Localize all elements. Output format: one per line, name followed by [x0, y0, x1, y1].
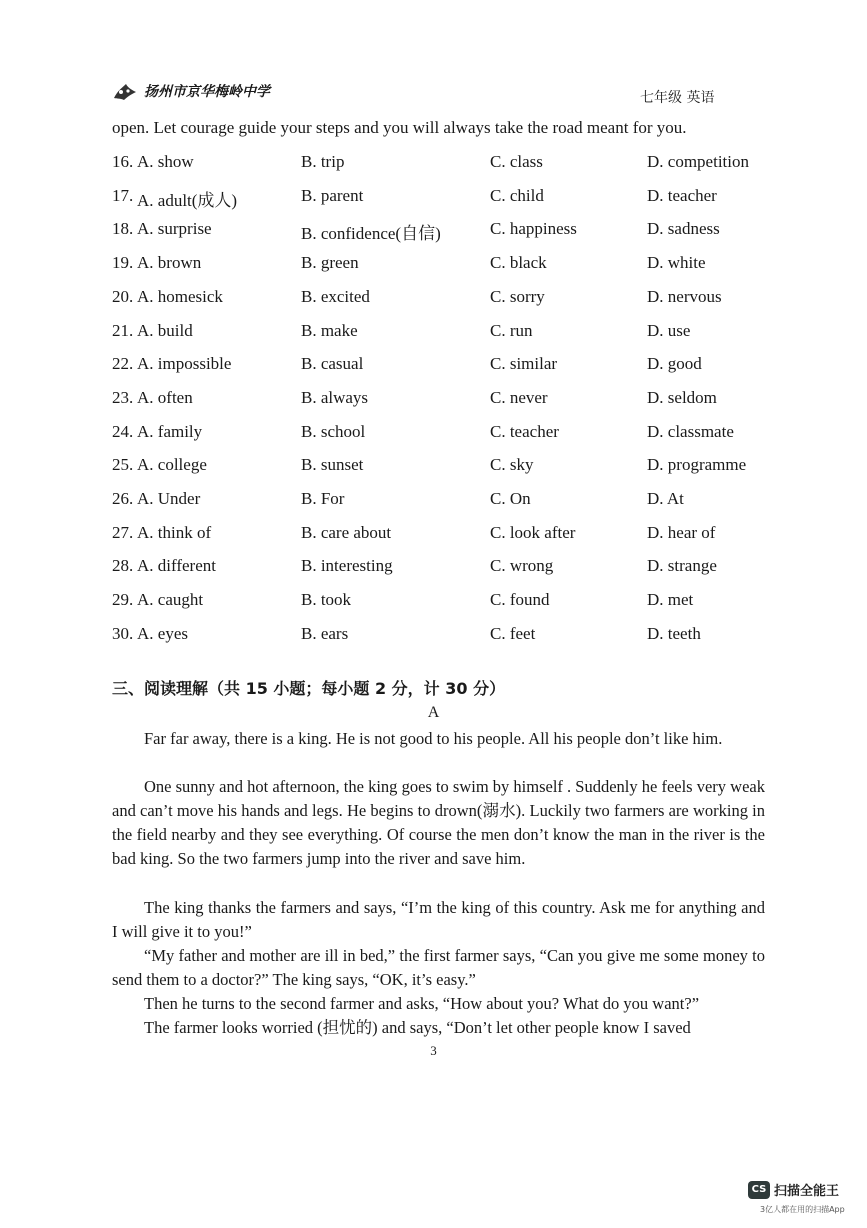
- option-b: B. confidence(自信): [301, 224, 441, 244]
- option-d: D. teeth: [647, 623, 701, 643]
- option-b: B. took: [301, 590, 352, 610]
- option-b: B. interesting: [301, 556, 393, 576]
- question-number: 24.: [112, 421, 134, 441]
- option-d: D. teacher: [647, 185, 717, 205]
- option-c: C. teacher: [490, 421, 559, 441]
- option-d: D. use: [647, 320, 691, 340]
- option-a: A. adult(成人): [137, 190, 238, 210]
- option-a: A. caught: [137, 590, 204, 610]
- option-a: A. often: [137, 387, 193, 407]
- option-a: A. surprise: [137, 219, 212, 239]
- option-c: C. happiness: [490, 219, 577, 239]
- option-a: A. build: [137, 320, 193, 340]
- option-c: C. run: [490, 320, 533, 340]
- option-a: A. different: [137, 556, 216, 576]
- option-a: A. eyes: [137, 623, 188, 643]
- passage-paragraph: The farmer looks worried (担忧的) and says, “Don’t let other people know I saved: [144, 1018, 691, 1037]
- option-a: A. show: [137, 152, 194, 171]
- option-c: C. sorry: [490, 286, 545, 306]
- option-d: D. met: [647, 590, 694, 610]
- option-b: B. school: [301, 421, 366, 441]
- option-b: B. parent: [301, 185, 364, 205]
- continued-passage-text: open. Let courage guide your steps and you will always take the road meant for you.: [112, 118, 687, 137]
- option-d: D. good: [647, 354, 702, 374]
- option-d: D. programme: [647, 455, 747, 475]
- question-number: 22.: [112, 354, 134, 374]
- question-number: 25.: [112, 455, 134, 475]
- option-d: D. seldom: [647, 387, 717, 407]
- option-a: A. family: [137, 421, 203, 441]
- option-b: B. trip: [301, 152, 345, 171]
- option-d: D. classmate: [647, 421, 734, 441]
- option-d: D. nervous: [647, 286, 722, 306]
- school-name: 扬州市京华梅岭中学: [144, 84, 270, 100]
- question-number: 29.: [112, 590, 134, 610]
- grade-subject: 七年级 英语: [640, 90, 715, 106]
- option-c: C. wrong: [490, 556, 554, 576]
- option-d: D. strange: [647, 556, 717, 576]
- passage-paragraph: Far far away, there is a king. He is not good to his people. All his people don’t like him.: [144, 729, 723, 748]
- option-d: D. sadness: [647, 219, 720, 239]
- option-d: D. white: [647, 253, 706, 273]
- option-b: B. ears: [301, 623, 349, 643]
- option-c: C. found: [490, 590, 550, 610]
- option-b: B. sunset: [301, 455, 364, 475]
- question-number: 30.: [112, 623, 134, 643]
- option-a: A. homesick: [137, 286, 223, 306]
- option-b: B. excited: [301, 286, 370, 306]
- passage-paragraph: Then he turns to the second farmer and asks, “How about you? What do you want?”: [144, 994, 700, 1013]
- option-b: B. For: [301, 489, 345, 508]
- option-a: A. think of: [137, 522, 212, 542]
- option-b: B. make: [301, 320, 358, 340]
- question-number: 17.: [112, 185, 134, 205]
- option-a: A. college: [137, 455, 207, 475]
- option-b: B. always: [301, 387, 369, 407]
- option-c: C. On: [490, 489, 531, 508]
- passage-paragraph: One sunny and hot afternoon, the king goes to swim by himself . Suddenly he feels very weak and can’t move his hands and legs. He begins to drown(溺水). Luckily two farmers are working in the field nearby and they see everything. Of course the men don’t know the man in the river is the bad king. So the two farmers jump into the river and save him.: [112, 777, 765, 868]
- plum-blossom-icon: [112, 80, 138, 102]
- watermark-tagline: 3亿人都在用的扫描App: [760, 1205, 845, 1214]
- option-d: D. At: [647, 489, 684, 508]
- scanner-watermark: [748, 1180, 839, 1199]
- option-a: A. Under: [137, 489, 201, 508]
- passage-label: A: [427, 704, 440, 721]
- option-b: B. care about: [301, 522, 392, 542]
- option-c: C. feet: [490, 623, 536, 643]
- question-number: 16.: [112, 152, 134, 171]
- option-b: B. green: [301, 253, 359, 273]
- camscanner-logo-icon: CS: [748, 1181, 770, 1199]
- option-c: C. black: [490, 253, 547, 273]
- school-logo: [112, 80, 270, 102]
- option-c: C. child: [490, 185, 544, 205]
- question-number: 27.: [112, 522, 134, 542]
- option-c: C. never: [490, 387, 548, 407]
- question-number: 28.: [112, 556, 134, 576]
- option-c: C. sky: [490, 455, 534, 475]
- option-c: C. similar: [490, 354, 558, 374]
- question-number: 21.: [112, 320, 134, 340]
- option-a: A. brown: [137, 253, 202, 273]
- option-c: C. look after: [490, 522, 576, 542]
- question-number: 23.: [112, 387, 134, 407]
- question-number: 19.: [112, 253, 134, 273]
- section-title: 三、阅读理解（共 15 小题；每小题 2 分，计 30 分）: [112, 679, 506, 698]
- page-number: 3: [430, 1043, 437, 1058]
- option-a: A. impossible: [137, 354, 232, 374]
- option-d: D. hear of: [647, 522, 716, 542]
- option-d: D. competition: [647, 152, 749, 171]
- option-c: C. class: [490, 152, 543, 171]
- question-number: 20.: [112, 286, 134, 306]
- question-number: 26.: [112, 489, 134, 508]
- option-b: B. casual: [301, 354, 364, 374]
- passage-paragraph: The king thanks the farmers and says, “I’m the king of this country. Ask me for anything and I will give it to you!”: [112, 898, 765, 941]
- question-number: 18.: [112, 219, 134, 239]
- passage-paragraph: “My father and mother are ill in bed,” the first farmer says, “Can you give me some money to send them to a doctor?” The king says, “OK, it’s easy.”: [112, 946, 765, 989]
- watermark-app-name: 扫描全能王: [774, 1184, 840, 1199]
